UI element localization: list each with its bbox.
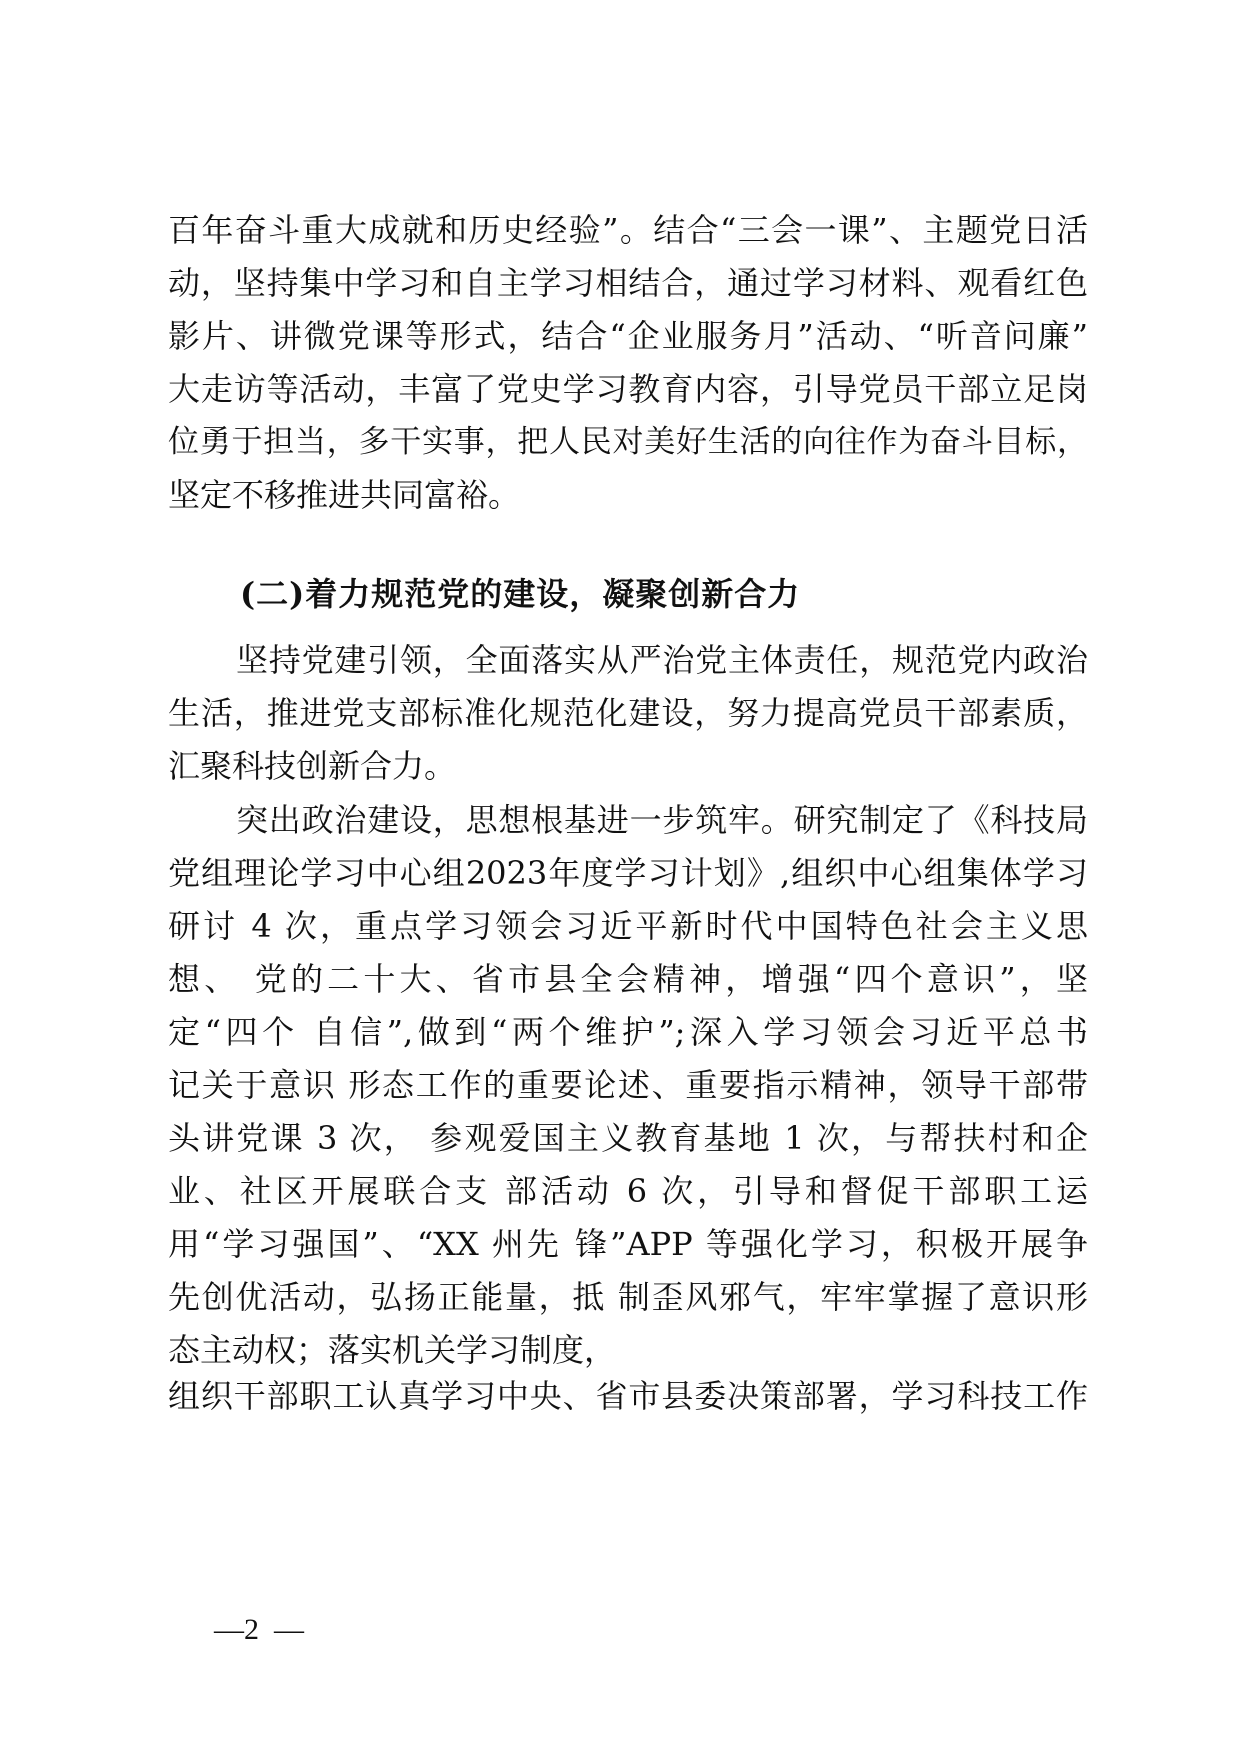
body-text-line: 坚持党建引领，全面落实从严治党主体责任，规范党内政治 bbox=[236, 641, 1088, 679]
body-text-line: 想、 党的二十大、省市县全会精神，增强“四个意识”，坚 bbox=[168, 960, 1088, 998]
body-text-line: 突出政治建设，思想根基进一步筑牢。研究制定了《科技局 bbox=[236, 801, 1088, 839]
body-text-line: 先创优活动，弘扬正能量，抵 制歪风邪气，牢牢掌握了意识形 bbox=[168, 1278, 1088, 1316]
body-text-line: 业、社区开展联合支 部活动 6 次，引导和督促干部职工运 bbox=[168, 1172, 1088, 1210]
body-text-line: 组织干部职工认真学习中央、省市县委决策部署，学习科技工作 bbox=[168, 1377, 1088, 1415]
body-text-line: 党组理论学习中心组2023年度学习计划》,组织中心组集体学习 bbox=[168, 854, 1088, 892]
body-text-line: 坚定不移推进共同富裕。 bbox=[168, 476, 521, 514]
body-text-line: 研讨 4 次，重点学习领会习近平新时代中国特色社会主义思 bbox=[168, 907, 1088, 945]
body-text-line: 动，坚持集中学习和自主学习相结合，通过学习材料、观看红色 bbox=[168, 264, 1088, 302]
section-heading: (二)着力规范党的建设，凝聚创新合力 bbox=[240, 575, 801, 613]
body-text-line: 大走访等活动，丰富了党史学习教育内容，引导党员干部立足岗 bbox=[168, 370, 1088, 408]
body-text-line: 头讲党课 3 次， 参观爱国主义教育基地 1 次，与帮扶村和企 bbox=[168, 1119, 1088, 1157]
body-text-line: 态主动权；落实机关学习制度， bbox=[168, 1331, 617, 1369]
body-text-line: 定“四个 自信”,做到“两个维护”;深入学习领会习近平总书 bbox=[168, 1013, 1088, 1051]
body-text-line: 汇聚科技创新合力。 bbox=[168, 747, 457, 785]
body-text-line: 位勇于担当，多干实事，把人民对美好生活的向往作为奋斗目标， bbox=[168, 424, 1088, 460]
body-text-line: 生活，推进党支部标准化规范化建设，努力提高党员干部素质， bbox=[168, 694, 1088, 732]
body-text-line: 记关于意识 形态工作的重要论述、重要指示精神，领导干部带 bbox=[168, 1066, 1088, 1104]
body-text-line: 影片、讲微党课等形式，结合“企业服务月”活动、“听音问廉” bbox=[168, 317, 1088, 355]
body-text-line: 百年奋斗重大成就和历史经验”。结合“三会一课”、主题党日活 bbox=[168, 211, 1088, 249]
page-number: —2 — bbox=[214, 1613, 304, 1646]
body-text-line: 用“学习强国”、“XX 州先 锋”APP 等强化学习，积极开展争 bbox=[168, 1225, 1088, 1263]
